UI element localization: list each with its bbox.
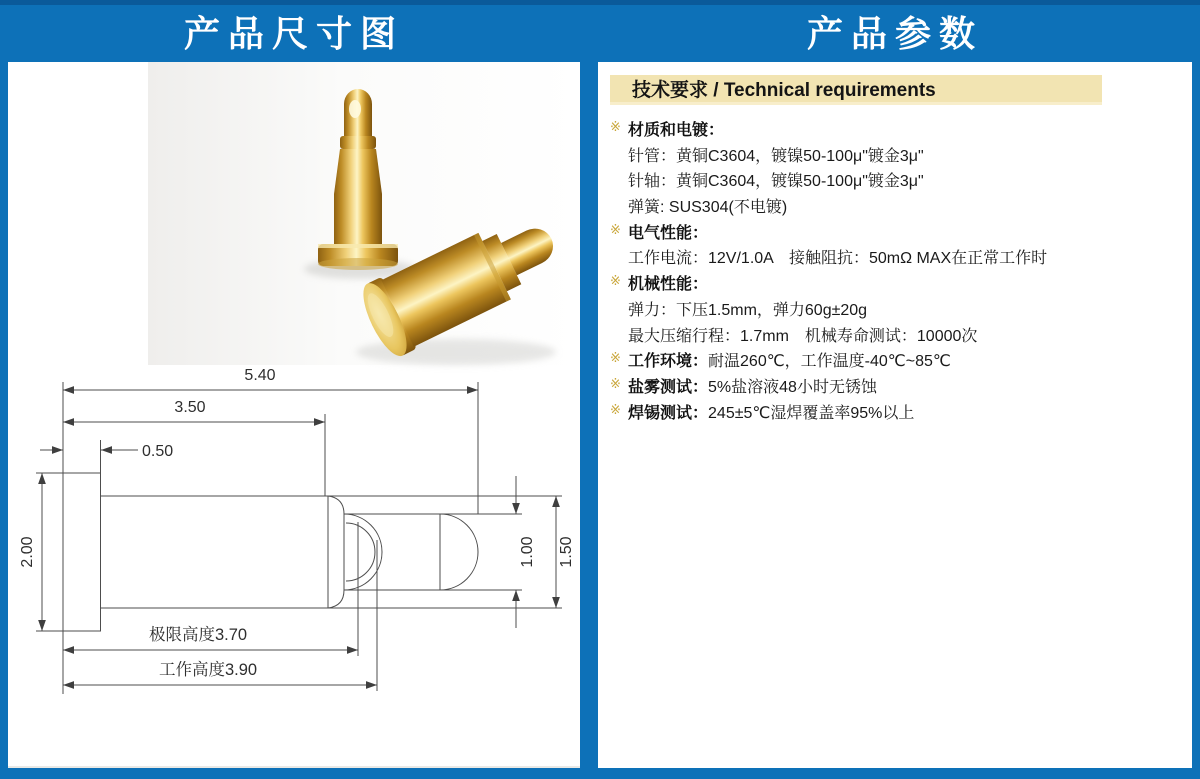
reference-mark-icon: ※ bbox=[610, 119, 621, 134]
left-panel-title: 产品尺寸图 bbox=[183, 13, 404, 54]
spec-line: 工作电流：12V/1.0A 接触阻抗：50mΩ MAX在正常工作时 bbox=[628, 250, 1048, 268]
right-panel-title: 产品参数 bbox=[806, 13, 983, 54]
spec-line: 最大压缩行程：1.7mm 机械寿命测试：10000次 bbox=[628, 327, 978, 345]
technical-requirements-header: 技术要求 / Technical requirements bbox=[610, 75, 1102, 105]
spec-line: 弹簧: SUS304(不电镀) bbox=[628, 199, 788, 217]
spec-line: ※ 盐雾测试：5%盐溶液48小时无锈蚀 bbox=[610, 375, 877, 396]
spec-line: ※ 机械性能： bbox=[610, 273, 709, 294]
spec-line: ※ 材质和电镀： bbox=[610, 119, 725, 139]
product-photo bbox=[148, 62, 580, 365]
dim-limit-height: 极限高度3.70 bbox=[148, 626, 248, 644]
top-accent-strip bbox=[0, 0, 1200, 5]
spec-line: ※ 工作环境：耐温260℃，工作温度-40℃~85℃ bbox=[610, 350, 951, 371]
parameters-panel bbox=[598, 62, 1192, 768]
reference-mark-icon: ※ bbox=[610, 375, 621, 391]
spec-line: ※ 焊锡测试：245±5℃湿焊覆盖率95%以上 bbox=[610, 401, 915, 422]
dim-working-height: 工作高度3.90 bbox=[158, 661, 258, 679]
dimension-diagram-panel bbox=[8, 62, 580, 768]
dim-flange-diameter: 2.00 bbox=[19, 536, 36, 568]
reference-mark-icon: ※ bbox=[610, 273, 621, 289]
part-outline bbox=[63, 473, 562, 631]
spec-line: ※ 电气性能： bbox=[610, 221, 709, 242]
extension-lines bbox=[36, 382, 478, 694]
reference-mark-icon: ※ bbox=[610, 350, 621, 366]
dimension-labels bbox=[19, 367, 575, 679]
dim-barrel-length: 3.50 bbox=[174, 399, 206, 416]
spec-line: 针轴：黄铜C3604，镀镍50-100μ"镀金3μ" bbox=[628, 173, 924, 191]
dim-plunger-diameter: 1.00 bbox=[519, 536, 536, 568]
spec-line: 针管：黄铜C3604，镀镍50-100μ"镀金3μ" bbox=[628, 147, 924, 165]
reference-mark-icon: ※ bbox=[610, 401, 621, 417]
spec-line: 弹力：下压1.5mm，弹力60g±20g bbox=[628, 301, 868, 319]
dimension-drawing bbox=[8, 62, 580, 766]
dim-flange-thickness: 0.50 bbox=[142, 443, 174, 460]
reference-mark-icon: ※ bbox=[610, 221, 621, 237]
dimension-lines bbox=[40, 390, 556, 685]
spec-list bbox=[610, 117, 1184, 425]
dim-barrel-diameter: 1.50 bbox=[558, 536, 575, 568]
dim-total-length: 5.40 bbox=[244, 367, 276, 384]
